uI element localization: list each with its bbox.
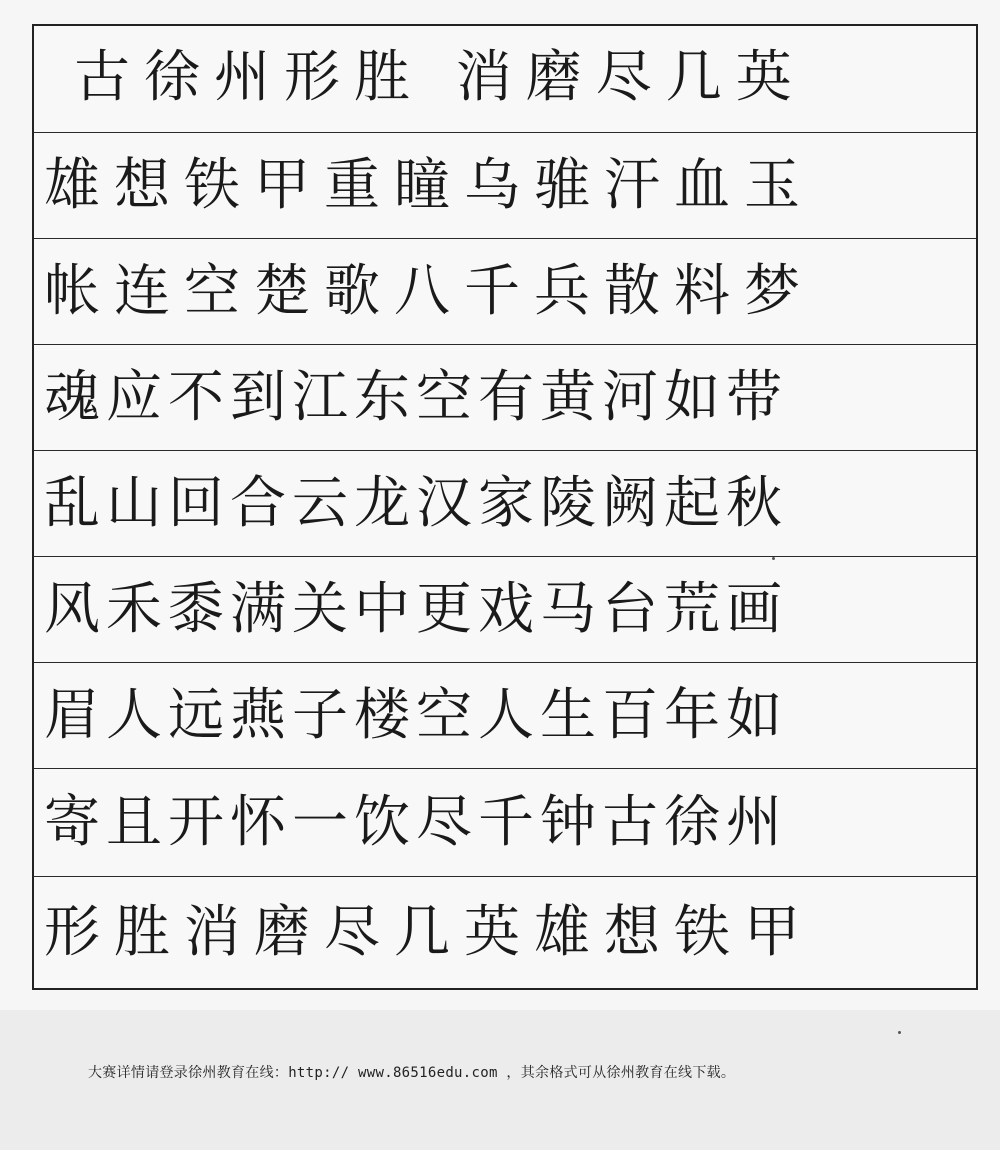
speck bbox=[772, 557, 775, 560]
grid-row bbox=[34, 238, 976, 344]
row-text: 乱山回合云龙汉家陵阙起秋 bbox=[44, 470, 788, 536]
grid-row bbox=[34, 876, 976, 988]
grid-row bbox=[34, 556, 976, 662]
row-text: 形胜消磨尽几英雄想铁甲 bbox=[44, 899, 814, 965]
footer-url: http:// www.86516edu.com ， bbox=[288, 1065, 521, 1081]
row-text: 眉人远燕子楼空人生百年如 bbox=[44, 682, 788, 748]
writing-grid bbox=[32, 24, 978, 990]
grid-row bbox=[34, 450, 976, 556]
row-text: 雄想铁甲重瞳乌骓汗血玉 bbox=[44, 152, 814, 218]
row-text: 帐连空楚歌八千兵散料梦 bbox=[44, 258, 814, 324]
grid-row bbox=[34, 768, 976, 876]
footer-note bbox=[88, 1062, 735, 1082]
row-text: 魂应不到江东空有黄河如带 bbox=[44, 364, 788, 430]
row-text: 寄且开怀一饮尽千钟古徐州 bbox=[44, 789, 788, 855]
grid-row bbox=[34, 344, 976, 450]
footer-prefix: 大赛详情请登录徐州教育在线： bbox=[88, 1065, 289, 1081]
footer-suffix: 其余格式可从徐州教育在线下载。 bbox=[520, 1065, 736, 1081]
grid-row bbox=[34, 132, 976, 238]
grid-row bbox=[34, 662, 976, 768]
speck bbox=[898, 1031, 901, 1034]
row-text: 古徐州形胜 消磨尽几英 bbox=[74, 45, 806, 110]
grid-row bbox=[34, 24, 976, 132]
row-text: 风禾黍满关中更戏马台荒画 bbox=[44, 576, 788, 642]
